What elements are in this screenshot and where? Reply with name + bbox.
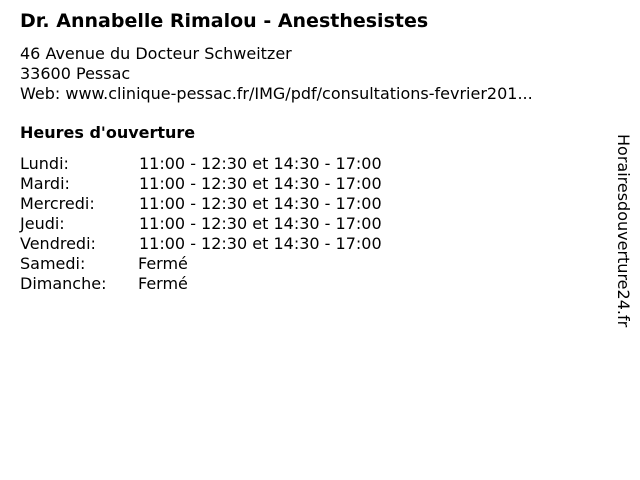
opening-hours-heading: Heures d'ouverture (20, 123, 196, 142)
day-hours: 11:00 - 12:30 et 14:30 - 17:00 (139, 234, 382, 253)
site-brand-text: Horairesdouverture24.fr (614, 134, 633, 328)
day-label: Vendredi: (20, 234, 96, 253)
site-brand-vertical (613, 134, 633, 374)
address-block (20, 44, 533, 104)
day-label: Mardi: (20, 174, 70, 193)
day-label: Dimanche: (20, 274, 107, 293)
page-title: Dr. Annabelle Rimalou - Anesthesistes (20, 10, 429, 32)
day-hours: 11:00 - 12:30 et 14:30 - 17:00 (139, 154, 382, 173)
day-hours: 11:00 - 12:30 et 14:30 - 17:00 (139, 174, 382, 193)
day-label: Lundi: (20, 154, 69, 173)
day-hours: 11:00 - 12:30 et 14:30 - 17:00 (139, 194, 382, 213)
day-label: Mercredi: (20, 194, 95, 213)
day-hours: 11:00 - 12:30 et 14:30 - 17:00 (139, 214, 382, 233)
address-web-link[interactable]: Web: www.clinique-pessac.fr/IMG/pdf/consultations-fevrier201... (20, 84, 533, 103)
address-city: 33600 Pessac (20, 64, 131, 83)
day-label: Samedi: (20, 254, 86, 273)
day-label: Jeudi: (20, 214, 65, 233)
day-hours: Fermé (138, 254, 188, 273)
address-street: 46 Avenue du Docteur Schweitzer (20, 44, 292, 63)
day-hours: Fermé (138, 274, 188, 293)
